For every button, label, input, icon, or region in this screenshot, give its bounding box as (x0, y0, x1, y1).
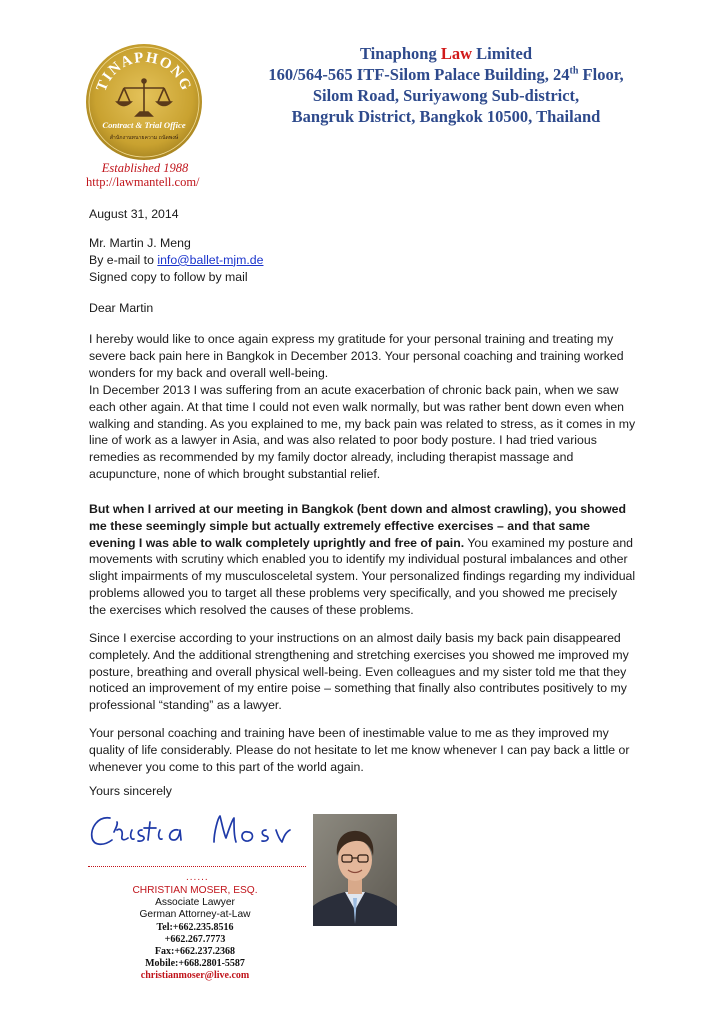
established-year: Established 1988 (101, 161, 189, 175)
signer-mobile: Mobile:+668.2801-5587 (145, 958, 245, 970)
closing: Yours sincerely (89, 784, 172, 798)
paragraph-2: In December 2013 I was suffering from an acute exacerbation of chronic back pain, when we saw each other again. At that time I could not even walk normally, but was rather bent down even when walking and standing. As you explained to me, my back pain was related to stress, as it comes in my line of work as a lawyer in Asia, and was also related to poor body posture. I had tried various remedies as recommended by my family doctor already, including therapist massage and acupuncture, none of which brought substantial relief. (89, 383, 636, 481)
signer-tel2: +662.267.7773 (164, 933, 226, 945)
firm-logo (84, 42, 204, 162)
paragraph-4: Since I exercise according to your instructions on an almost daily basis my back pain disappeared completely. And the additional strengthening and stretching exercises you showed me improved my posture, breathing and overall physical well-being. Even colleagues and my sister told me that they noticed an improvement of my entire poise – something that finally also contributes positively to my professional “standing” as a lawyer. (89, 631, 629, 713)
recipient-name: Mr. Martin J. Meng (89, 236, 191, 250)
firm-address-line3: Bangruk District, Bangkok 10500, Thailand (291, 107, 601, 126)
paragraph-5: Your personal coaching and training have been of inestimable value to me as they improved my quality of life considerably. Please do not hesitate to let me know whenever I can pay back a little or whenever you come to this part of the world again. (89, 726, 630, 774)
logo-arc-text: TINAPHONG (93, 49, 195, 94)
signer-title2: German Attorney-at-Law (139, 909, 251, 921)
signer-email[interactable]: christianmoser@live.com (140, 970, 250, 982)
signature-line (88, 866, 306, 867)
salutation: Dear Martin (89, 301, 154, 315)
logo-line2: สำนักงานทนายความ ถนัดพงษ์ (109, 135, 179, 141)
signature-dots: ...... (186, 872, 209, 883)
recipient-block (89, 235, 263, 285)
paragraph-1: I hereby would like to once again express my gratitude for your personal training and treating my severe back pain here in Bangkok in December 2013. Your personal coaching and training worked wonders for my back and overall well-being. (89, 332, 624, 380)
signer-title: Associate Lawyer (155, 897, 235, 909)
signed-copy-note: Signed copy to follow by mail (89, 269, 248, 284)
website-link[interactable]: http://lawmantell.com/ (86, 175, 200, 189)
paragraph-3-bold: But when I arrived at our meeting in Bangkok (bent down and almost crawling), you showed me these seemingly simple but actually extremely effective exercises – and that same evening I was able to walk completely uprightly and free of pain. (89, 502, 627, 550)
logo-line1: Contract & Trial Office (102, 120, 186, 130)
signer-name: CHRISTIAN MOSER, ESQ. (132, 885, 258, 896)
signer-tel: Tel:+662.235.8516 (156, 921, 234, 933)
handwritten-signature (86, 808, 306, 860)
signature-block (110, 885, 280, 983)
paragraph-3: But when I arrived at our meeting in Bangkok (bent down and almost crawling), you showed me these seemingly simple but actually extremely effective exercises – and that same evening I was able to walk completely uprightly and free of pain. You examined my posture and movements with scrutiny which enabled you to identify my individual postural imbalances and other slight impairments of my musculosceletal system. Your personalized findings regarding my individual problems allowed you to target all these problems very specifically, and you showed me precisely the exercises which resolved the causes of these problems. (89, 502, 636, 617)
firm-header (240, 43, 652, 127)
signer-fax: Fax:+662.237.2368 (154, 946, 236, 958)
recipient-email-link[interactable]: info@ballet-mjm.de (157, 252, 264, 267)
firm-address-line2: Silom Road, Suriyawong Sub-district, (312, 86, 580, 105)
letter-date: August 31, 2014 (89, 207, 179, 221)
firm-name: Tinaphong Law Limited (359, 44, 533, 63)
firm-address-line1: 160/564-565 ITF-Silom Palace Building, 24th Floor, (268, 65, 624, 84)
recipient-email-line: By e-mail to info@ballet-mjm.de (89, 252, 264, 267)
signer-photo (313, 814, 397, 926)
